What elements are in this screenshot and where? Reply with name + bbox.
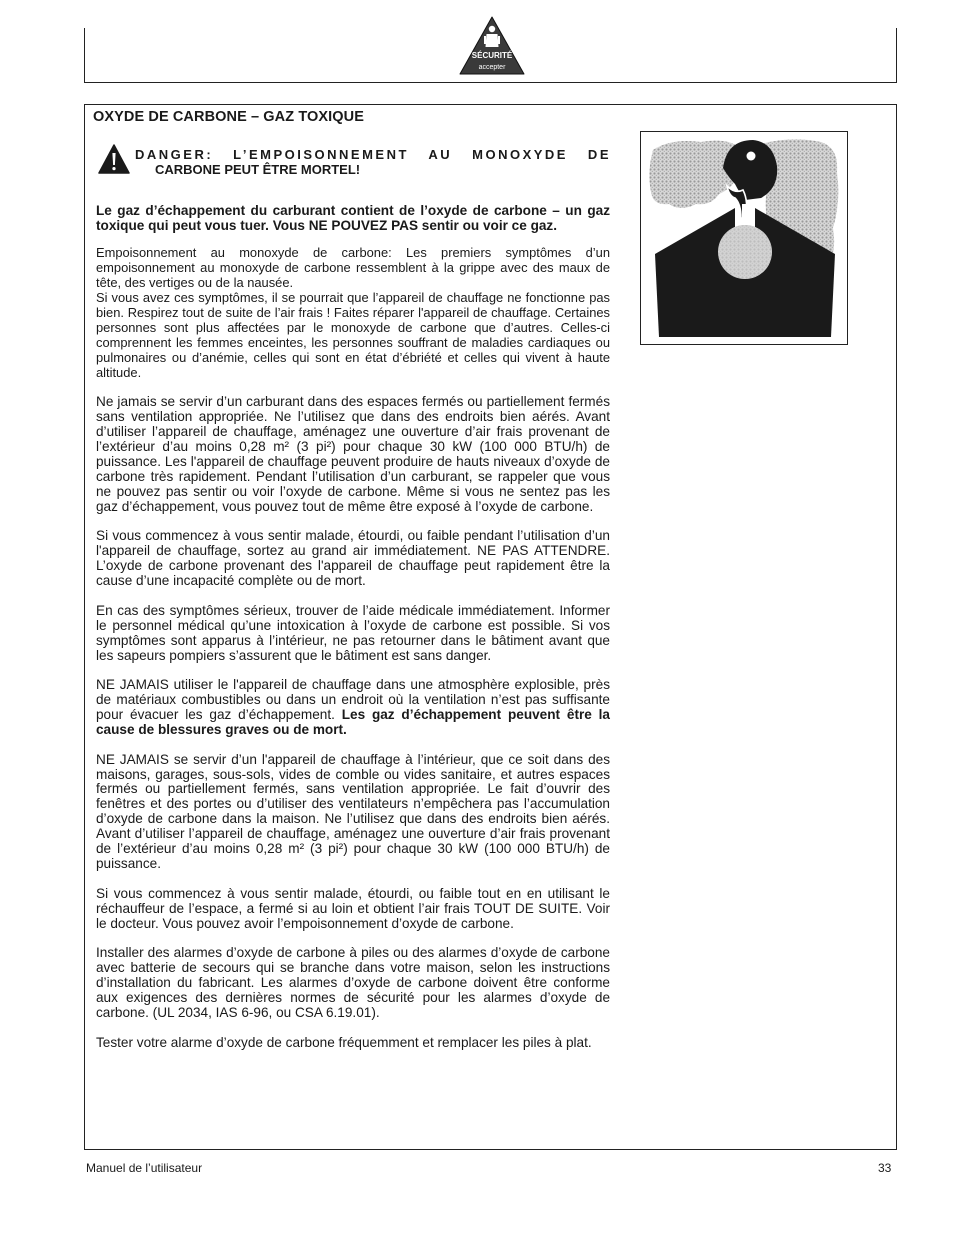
explosive-warning-text: NE JAMAIS utiliser le l'appareil de chauffage dans une atmosphère explosible, près de matériaux combustibles ou dans un endroit où la ventilation n’est pas suffisante pour évacuer les gaz d’échappement.	[96, 677, 610, 723]
body-text	[96, 203, 610, 1065]
paragraph-test-alarm: Tester votre alarme d’oxyde de carbone fréquemment et remplacer les piles à plat.	[96, 1034, 592, 1050]
paragraph-ventilation: Ne jamais se servir d’un carburant dans des espaces fermés ou partiellement fermés sans ventilation appropriée. Ne l’utilisez que dans des endroits bien aérés. Avant d’utiliser l’appareil de chauffage, aménagez une ouverture d’air frais provenant de l’extérieur d’au moins 0,28 m² (3 pi²) pour chaque 30 kW (100 000 BTU/h) de puissance. Les l'appareil de chauffage peuvent produire de hauts niveaux d’oxyde de carbone très rapidement. Pendant l’utilisation d’un carburant, se rappeler que vous ne pouvez pas sentir ou voir l’oxyde de carbone. Même si vous ne sentez pas les gaz d’échappement, vous pouvez tout de même être exposé à l’oxyde de carbone.	[96, 394, 610, 514]
section-title: OXYDE DE CARBONE – GAZ TOXIQUE	[93, 109, 365, 125]
paragraph-symptoms: Empoisonnement au monoxyde de carbone: Les premiers symptômes d’un empoisonnement au monoxyde de carbone ressemblent à la grippe avec des maux de tête, des vertiges ou de la nausée.	[96, 245, 610, 291]
danger-heading-line-1: DANGER: L’EMPOISONNEMENT AU MONOXYDE DE	[135, 147, 611, 162]
toxic-gas-inhalation-icon	[640, 131, 848, 345]
safety-badge-icon	[458, 16, 526, 76]
paragraph-explosive-atmosphere	[96, 678, 610, 738]
paragraph-never-indoors: NE JAMAIS se servir d’un l'appareil de chauffage à l’intérieur, que ce soit dans des maisons, garages, sous-sols, vides de comble ou vides sanitaire, et autres espaces fermés ou partiellement fermés, sans ventilation appropriée. Le fait d’ouvrir des fenêtres et des portes ou d’utiliser des ventilateurs n’empêchera pas l’accumulation d’oxyde de carbone dans la maison. Ne l’utilisez que dans des endroits bien aérés. Avant d’utiliser l’appareil de chauffage, aménagez une ouverture d’air frais provenant de l’extérieur d’au moins 0,28 m² (3 pi²) pour chaque 30 kW (100 000 BTU/h) de puissance.	[96, 751, 610, 872]
explosive-warning-bold: Les gaz d’échappement peuvent être la cause de blessures graves ou de mort.	[96, 707, 610, 737]
paragraph-fresh-air: Si vous commencez à vous sentir malade, étourdi, ou faible tout en en utilisant le réchauffeur de l’espace, a fermé si au loin et obtient l’air frais TOUT DE SUITE. Voir le docteur. Vous pouvez avoir l’empoisonnement d’oxyde de carbone.	[96, 885, 610, 931]
badge-word-securite: SÉCURITÉ	[471, 51, 513, 60]
lead-paragraph: Le gaz d’échappement du carburant contient de l’oxyde de carbone – un gaz toxique qui peut vous tuer. Vous NE POUVEZ PAS sentir ou voir ce gaz.	[96, 203, 610, 234]
paragraph-install-alarms: Installer des alarmes d’oxyde de carbone à piles ou des alarmes d’oxyde de carbone avec batterie de secours qui se branche dans votre maison, selon les instructions d’installation du fabricant. Les alarmes d’oxyde de carbone doivent être conforme aux exigences des dernières normes de sécurité pour les alarmes d’oxyde de carbone. (UL 2034, IAS 6-96, ou CSA 6.19.01).	[96, 945, 610, 1020]
danger-heading-line-2: CARBONE PEUT ÊTRE MORTEL!	[155, 162, 361, 177]
warning-triangle-icon	[98, 144, 130, 174]
badge-word-accepter: accepter	[478, 64, 506, 71]
footer-manual-title: Manuel de l’utilisateur	[86, 1161, 203, 1175]
paragraph-serious-symptoms: En cas des symptômes sérieux, trouver de l’aide médicale immédiatement. Informer le personnel médical qu’une intoxication à l’oxyde de carbone est possible. Si vos symptômes sont apparus à l’intérieur, ne pas retourner dans le bâtiment avant que les sapeurs pompiers s’assurent que le bâtiment est sans danger.	[96, 602, 610, 663]
page-number: 33	[878, 1161, 892, 1175]
paragraph-feel-sick: Si vous commencez à vous sentir malade, étourdi, ou faible pendant l’utilisation d’un l'appareil de chauffage, sortez au grand air immédiatement. NE PAS ATTENDRE. L’oxyde de carbone provenant des l'appareil de chauffage peut rapidement être la cause d’une incapacité complète ou de mort.	[96, 528, 610, 589]
paragraph-symptoms-action: Si vous avez ces symptômes, il se pourrait que l’appareil de chauffage ne fonctionne pas bien. Respirez tout de suite de l’air frais ! Faites réparer l'appareil de chauffage. Certaines personnes sont plus affectées par le monoxyde de carbone que d’autres. Celles-ci comprennent les femmes enceintes, les personnes souffrant de maladies cardiaques ou pulmonaires ou d’anémie, celles qui sont en état d’ébriété et celles qui vivent à haute altitude.	[96, 290, 610, 380]
